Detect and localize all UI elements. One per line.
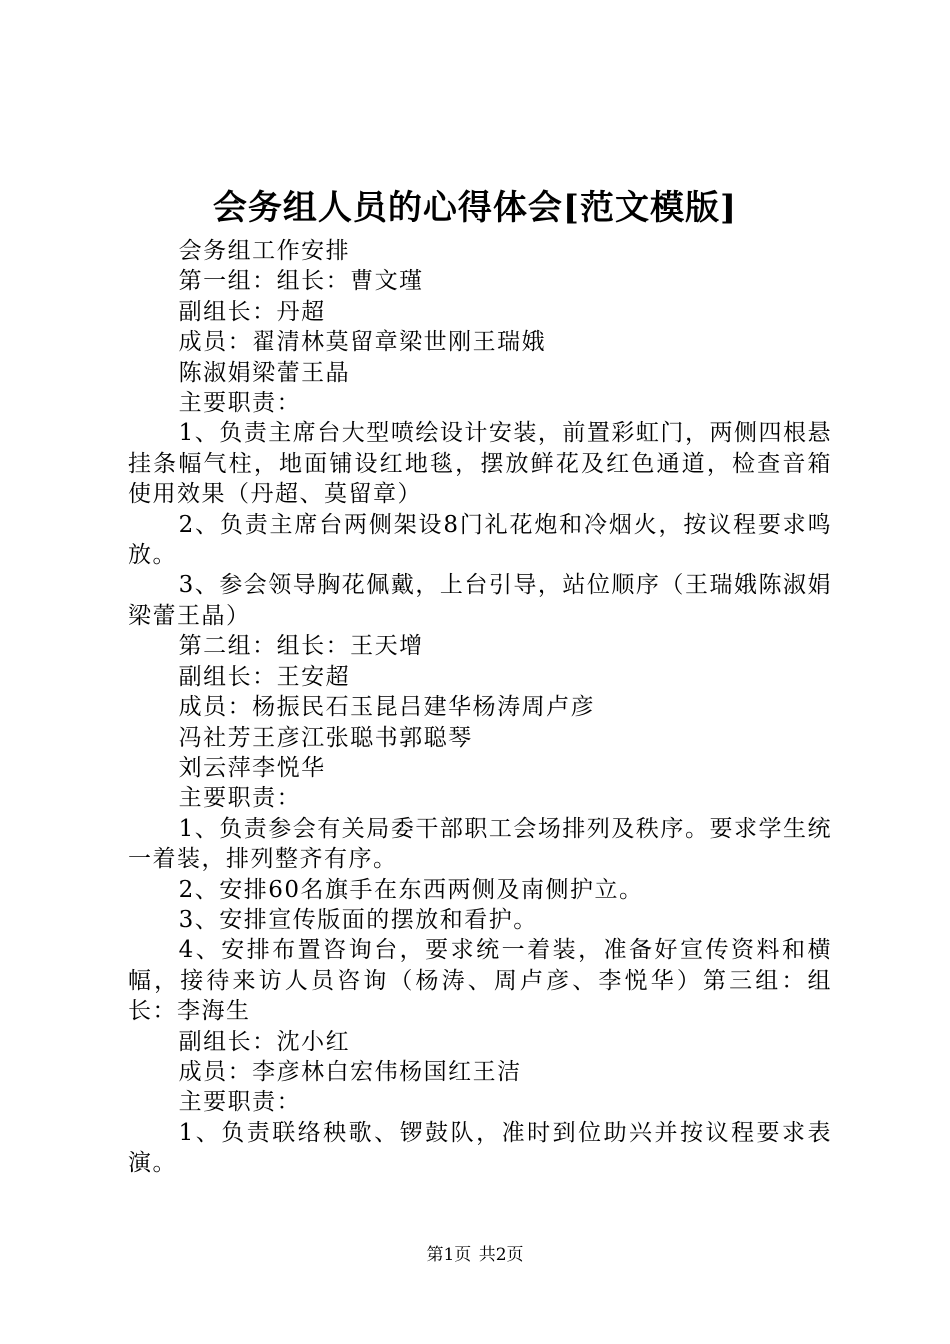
document-title: 会务组人员的心得体会[范文模版] [212,188,738,228]
paragraph: 副组长：丹超 [178,298,326,325]
paragraph: 第二组：组长：王天增 [178,633,424,660]
paragraph: 成员：翟清林莫留章梁世刚王瑞娥 [178,329,547,356]
page-footer [0,1243,950,1267]
paragraph: 成员：杨振民石玉昆吕建华杨涛周卢彦 [178,694,596,721]
paragraph: 会务组工作安排 [178,238,351,264]
paragraph: 1、负责联络秧歌、锣鼓队，准时到位助兴并按议程要求表演。 [128,1119,832,1177]
paragraph: 冯社芳王彦江张聪书郭聪琴 [178,724,473,751]
document-body [128,236,832,1179]
paragraph: 1、负责主席台大型喷绘设计安装，前置彩虹门，两侧四根悬挂条幅气柱，地面铺设红地毯，摆放鲜花及红色通道，检查音箱使用效果（丹超、莫留章） [128,420,832,508]
page-total: 共2页 [478,1245,524,1265]
paragraph: 4、安排布置咨询台，要求统一着装，准备好宣传资料和横幅，接待来访人员咨询（杨涛、周卢彦、李悦华）第三组：组长：李海生 [128,937,832,1025]
paragraph: 第一组：组长：曹文瑾 [178,268,424,295]
paragraph: 1、负责参会有关局委干部职工会场排列及秩序。要求学生统一着装，排列整齐有序。 [128,815,832,873]
paragraph: 主要职责： [178,1089,302,1116]
paragraph: 副组长：王安超 [178,663,351,690]
paragraph: 陈淑娟梁蕾王晶 [178,359,351,386]
paragraph: 主要职责： [178,390,302,417]
paragraph: 成员：李彦林白宏伟杨国红王洁 [178,1058,522,1085]
paragraph: 主要职责： [178,785,302,812]
paragraph: 刘云萍李悦华 [178,754,326,781]
page-number: 第1页 [426,1245,472,1265]
paragraph: 3、安排宣传版面的摆放和看护。 [178,906,538,933]
paragraph: 3、参会领导胸花佩戴，上台引导，站位顺序（王瑞娥陈淑娟梁蕾王晶） [128,572,832,629]
paragraph: 副组长：沈小红 [178,1028,351,1055]
paragraph: 2、安排60名旗手在东西两侧及南侧护立。 [178,876,644,903]
paragraph: 2、负责主席台两侧架设8门礼花炮和冷烟火，按议程要求鸣放。 [128,511,832,569]
